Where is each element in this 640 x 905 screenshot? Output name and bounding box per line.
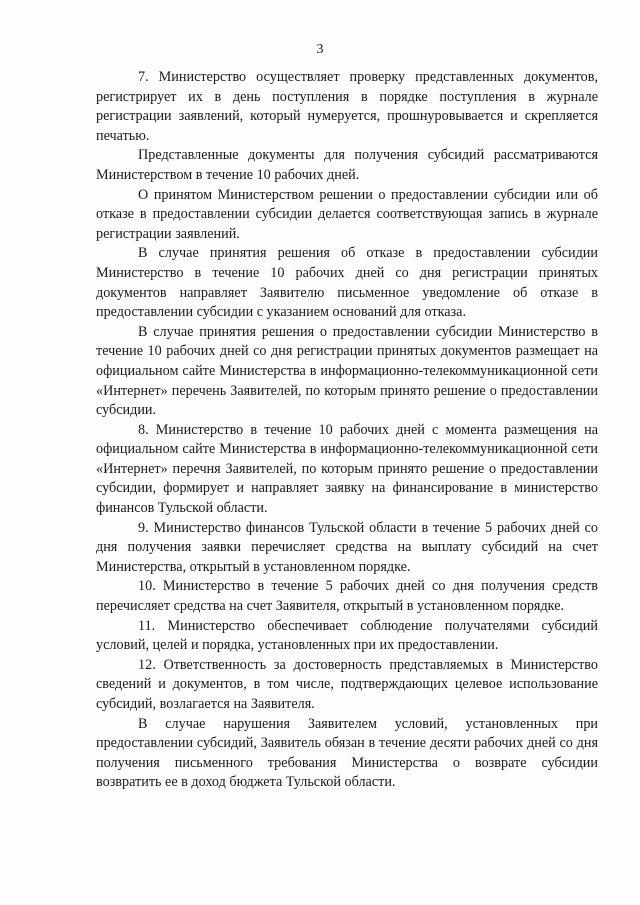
paragraph-approval: В случае принятия решения о предоставлении субсидии Министерство в течение 10 рабочих дней со дня регистрации принятых документов размещает на официальном сайте Министерства в информационно-телекоммуникационной сети «Интернет» перечень Заявителей, по которым принято решение о предоставлении субсидии. — [96, 323, 598, 419]
paragraph-10: 10. Министерство в течение 5 рабочих дней со дня получения средств перечисляет средства на счет Заявителя, открытый в установленном порядке. — [96, 578, 598, 615]
paragraph-11: 11. Министерство обеспечивает соблюдение получателями субсидий условий, целей и порядка, установленных при их предоставлении. — [96, 617, 598, 654]
paragraph-violation: В случае нарушения Заявителем условий, установленных при предоставлении субсидий, Заявитель обязан в течение десяти рабочих дней со дня получения письменного требования Министерства о возврате субсидии возвратить ее в доход бюджета Тульской области. — [96, 715, 598, 791]
paragraph-7: 7. Министерство осуществляет проверку представленных документов, регистрирует их в день поступления в порядке поступления в журнале регистрации заявлений, который нумеруется, прошнуровывается и скрепляется печатью. — [96, 69, 598, 144]
paragraph-8: 8. Министерство в течение 10 рабочих дней с момента размещения на официальном сайте Министерства в информационно-телекоммуникационной сети «Интернет» перечня Заявителей, по которым принято решение о предоставлении субсидии, формирует и направляет заявку на финансирование в министерство финансов Тульской области. — [96, 421, 598, 517]
document-body — [96, 68, 598, 793]
paragraph-refusal: В случае принятия решения об отказе в предоставлении субсидии Министерство в течение 10 рабочих дней со дня регистрации принятых документов направляет Заявителю письменное уведомление об отказе в предоставлении субсидии с указанием оснований для отказа. — [96, 245, 598, 321]
paragraph-review-period: Представленные документы для получения субсидий рассматриваются Министерством в течение 10 рабочих дней. — [96, 147, 598, 183]
paragraph-9: 9. Министерство финансов Тульской области в течение 5 рабочих дней со дня получения заявки перечисляет средства на выплату субсидий на счет Министерства, открытый в установленном порядке. — [96, 519, 598, 575]
paragraph-decision-record: О принятом Министерством решении о предоставлении субсидии или об отказе в предоставлении субсидии делается соответствующая запись в журнале регистрации заявлений. — [96, 186, 598, 242]
page-number: 3 — [316, 42, 324, 57]
paragraph-12: 12. Ответственность за достоверность представляемых в Министерство сведений и документов, в том числе, подтверждающих целевое использование субсидий, возлагается на Заявителя. — [96, 656, 598, 712]
